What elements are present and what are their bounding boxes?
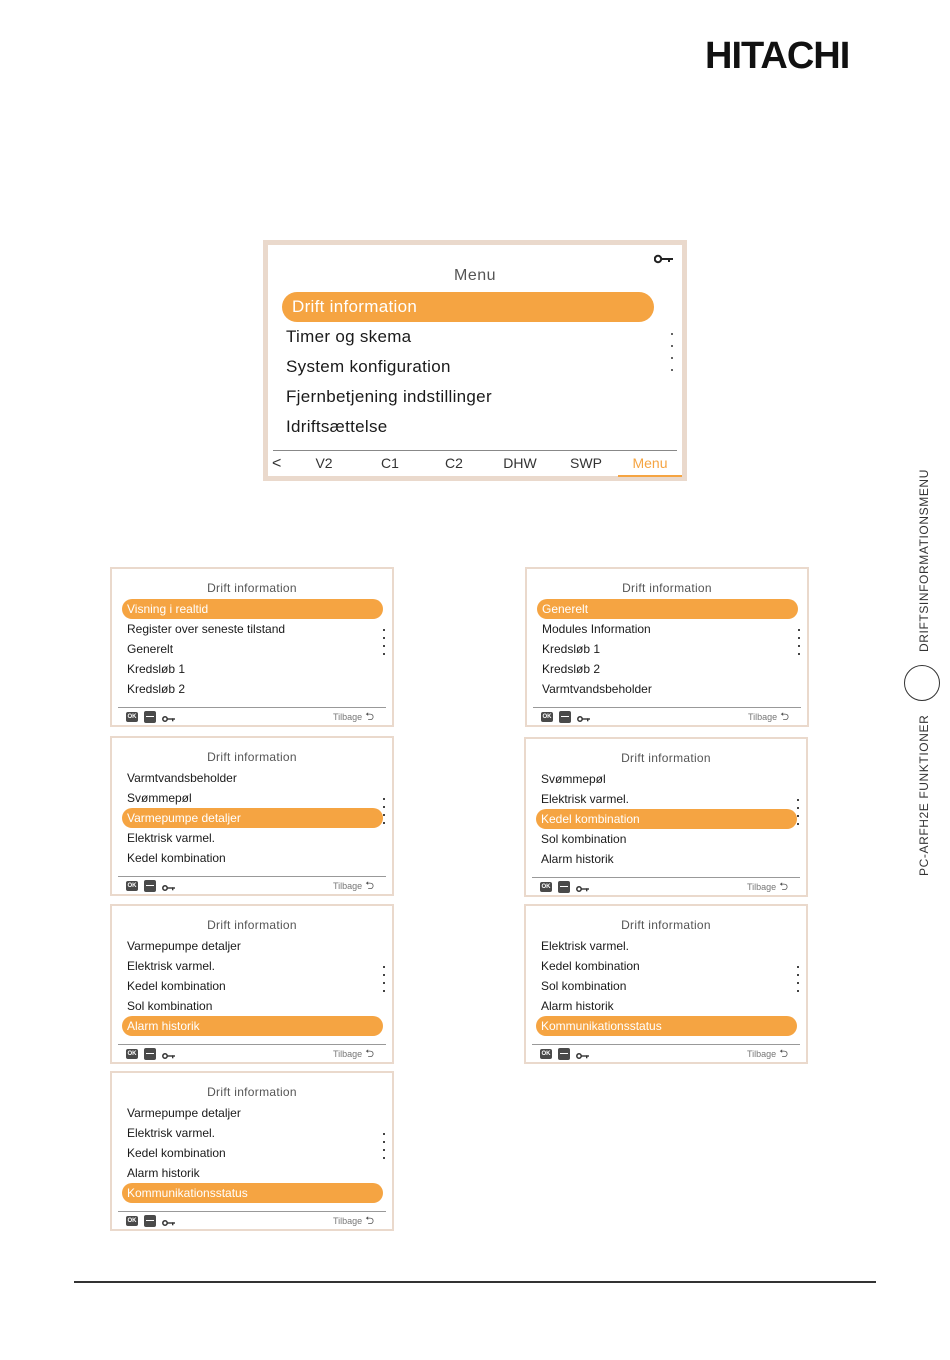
ok-button[interactable]: OK xyxy=(127,1218,137,1224)
list-item[interactable]: Alarm historik xyxy=(541,999,614,1013)
section-label-funktioner: PC-ARFH2E FUNKTIONER xyxy=(917,714,931,876)
wrench-icon[interactable] xyxy=(162,880,176,898)
screen-title: Drift information xyxy=(622,581,712,595)
main-menu-screen xyxy=(263,240,687,481)
back-button[interactable] xyxy=(747,881,788,893)
list-item[interactable]: Sol kombination xyxy=(127,999,213,1013)
list-item[interactable]: Varmtvandsbeholder xyxy=(127,771,237,785)
list-item[interactable]: Alarm historik xyxy=(127,1166,200,1180)
footer-divider xyxy=(533,707,801,708)
ok-button[interactable]: OK xyxy=(541,884,551,890)
scroll-indicator xyxy=(798,629,801,661)
list-item[interactable]: Kredsløb 2 xyxy=(127,682,186,696)
list-item[interactable]: Kommunikationsstatus xyxy=(122,1183,383,1203)
list-item[interactable]: Generelt xyxy=(537,599,798,619)
scroll-indicator xyxy=(383,629,386,661)
return-arrow-icon: ⮌ xyxy=(779,881,788,893)
list-item[interactable]: Kredsløb 2 xyxy=(542,662,601,676)
wrench-icon[interactable] xyxy=(162,711,176,729)
list-item[interactable]: Elektrisk varmel. xyxy=(127,831,216,845)
list-item[interactable]: Kredsløb 1 xyxy=(542,642,601,656)
scroll-indicator xyxy=(383,798,386,830)
return-arrow-icon: ⮌ xyxy=(365,1048,374,1060)
back-button[interactable] xyxy=(333,711,374,723)
screen-footer xyxy=(126,1048,374,1062)
screen-title: Drift information xyxy=(207,918,297,932)
list-item[interactable]: Visning i realtid xyxy=(122,599,383,619)
wrench-icon[interactable] xyxy=(162,1048,176,1066)
tab-c2[interactable]: C2 xyxy=(445,455,463,471)
list-item[interactable]: Sol kombination xyxy=(541,832,627,846)
back-button[interactable] xyxy=(333,880,374,892)
back-label: Tilbage xyxy=(748,712,778,722)
scroll-button-icon[interactable] xyxy=(558,1048,570,1060)
list-item[interactable]: Kedel kombination xyxy=(127,1146,226,1160)
list-item[interactable]: Varmepumpe detaljer xyxy=(122,808,383,828)
scroll-button-icon[interactable] xyxy=(558,881,570,893)
hitachi-logo: HITACHI xyxy=(705,35,850,77)
tab-swp[interactable]: SWP xyxy=(570,455,602,471)
list-item[interactable]: Kredsløb 1 xyxy=(127,662,186,676)
screen-footer xyxy=(126,880,374,894)
list-item[interactable]: Elektrisk varmel. xyxy=(127,1126,216,1140)
drift-information-screen xyxy=(110,1071,394,1231)
menu-item[interactable]: Drift information xyxy=(282,292,654,322)
drift-information-screen xyxy=(110,567,394,727)
back-button[interactable] xyxy=(747,1048,788,1060)
footer-divider xyxy=(118,1044,386,1045)
tab-menu[interactable]: Menu xyxy=(618,453,682,477)
list-item[interactable]: Svømmepøl xyxy=(127,791,192,805)
scroll-indicator xyxy=(383,966,386,998)
wrench-icon[interactable] xyxy=(576,881,590,899)
list-item[interactable]: Kommunikationsstatus xyxy=(536,1016,797,1036)
drift-information-screen xyxy=(110,736,394,896)
tab-c1[interactable]: C1 xyxy=(381,455,399,471)
list-item[interactable]: Elektrisk varmel. xyxy=(541,939,630,953)
back-button[interactable] xyxy=(748,711,789,723)
footer-divider xyxy=(118,1211,386,1212)
footer-divider xyxy=(118,876,386,877)
scroll-indicator xyxy=(797,799,800,831)
section-label-driftsinformationsmenu: DRIFTSINFORMATIONSMENU xyxy=(917,469,931,652)
drift-information-screen xyxy=(110,904,394,1064)
footer-rule xyxy=(74,1281,876,1283)
footer-divider xyxy=(532,877,800,878)
list-item[interactable]: Modules Information xyxy=(542,622,651,636)
list-item[interactable]: Kedel kombination xyxy=(127,979,226,993)
screen-title: Drift information xyxy=(207,750,297,764)
scroll-indicator xyxy=(797,966,800,998)
page-number-circle xyxy=(904,665,940,701)
menu-item[interactable]: System konfiguration xyxy=(286,357,451,376)
list-item[interactable]: Alarm historik xyxy=(122,1016,383,1036)
screen-title: Drift information xyxy=(207,1085,297,1099)
footer-divider xyxy=(118,707,386,708)
return-arrow-icon: ⮌ xyxy=(365,711,374,723)
back-label: Tilbage xyxy=(747,882,777,892)
list-item[interactable]: Varmepumpe detaljer xyxy=(127,1106,241,1120)
drift-information-screen xyxy=(524,737,808,897)
screen-title: Drift information xyxy=(621,918,711,932)
list-item[interactable]: Sol kombination xyxy=(541,979,627,993)
scroll-indicator xyxy=(383,1133,386,1165)
return-arrow-icon: ⮌ xyxy=(779,1048,788,1060)
screen-footer xyxy=(541,711,789,725)
back-label: Tilbage xyxy=(333,1216,363,1226)
tab-v2[interactable]: V2 xyxy=(315,455,333,471)
back-label: Tilbage xyxy=(333,1049,363,1059)
screen-footer xyxy=(126,711,374,725)
menu-item[interactable]: Idriftsættelse xyxy=(286,417,388,436)
list-item[interactable]: Alarm historik xyxy=(541,852,614,866)
list-item[interactable]: Kedel kombination xyxy=(127,851,226,865)
screen-title: Drift information xyxy=(207,581,297,595)
back-label: Tilbage xyxy=(333,712,363,722)
drift-information-screen xyxy=(525,567,809,727)
menu-title: Menu xyxy=(453,267,497,284)
ok-button[interactable]: OK xyxy=(542,714,552,720)
list-item[interactable]: Elektrisk varmel. xyxy=(127,959,216,973)
footer-divider xyxy=(532,1044,800,1045)
scroll-button-icon[interactable] xyxy=(144,1048,156,1060)
ok-button[interactable]: OK xyxy=(127,1051,137,1057)
list-item[interactable]: Varmtvandsbeholder xyxy=(542,682,652,696)
screen-title: Drift information xyxy=(621,751,711,765)
ok-button[interactable]: OK xyxy=(127,714,137,720)
ok-button[interactable]: OK xyxy=(541,1051,551,1057)
chevron-left-icon[interactable]: < xyxy=(272,455,282,472)
scroll-button-icon[interactable] xyxy=(144,880,156,892)
return-arrow-icon: ⮌ xyxy=(365,880,374,892)
menu-item[interactable]: Fjernbetjening indstillinger xyxy=(286,387,492,406)
list-item[interactable]: Register over seneste tilstand xyxy=(127,622,286,636)
menu-item[interactable]: Timer og skema xyxy=(286,327,412,346)
scroll-button-icon[interactable] xyxy=(144,1215,156,1227)
list-item[interactable]: Kedel kombination xyxy=(536,809,797,829)
return-arrow-icon: ⮌ xyxy=(780,711,789,723)
scroll-button-icon[interactable] xyxy=(559,711,571,723)
tab-bar xyxy=(268,453,682,477)
back-button[interactable] xyxy=(333,1215,374,1227)
wrench-icon[interactable] xyxy=(576,1048,590,1066)
list-item[interactable]: Kedel kombination xyxy=(541,959,640,973)
scroll-indicator xyxy=(670,333,674,381)
screen-footer xyxy=(540,881,788,895)
scroll-button-icon[interactable] xyxy=(144,711,156,723)
screen-footer xyxy=(126,1215,374,1229)
drift-information-screen xyxy=(524,904,808,1064)
list-item[interactable]: Elektrisk varmel. xyxy=(541,792,630,806)
screen-footer xyxy=(540,1048,788,1062)
return-arrow-icon: ⮌ xyxy=(365,1215,374,1227)
tab-dhw[interactable]: DHW xyxy=(503,455,537,471)
list-item[interactable]: Varmepumpe detaljer xyxy=(127,939,241,953)
wrench-icon[interactable] xyxy=(162,1215,176,1233)
back-button[interactable] xyxy=(333,1048,374,1060)
wrench-icon[interactable] xyxy=(577,711,591,729)
list-item[interactable]: Svømmepøl xyxy=(541,772,606,786)
back-label: Tilbage xyxy=(333,881,363,891)
back-label: Tilbage xyxy=(747,1049,777,1059)
tab-divider xyxy=(273,450,677,451)
list-item[interactable]: Generelt xyxy=(127,642,174,656)
ok-button[interactable]: OK xyxy=(127,883,137,889)
